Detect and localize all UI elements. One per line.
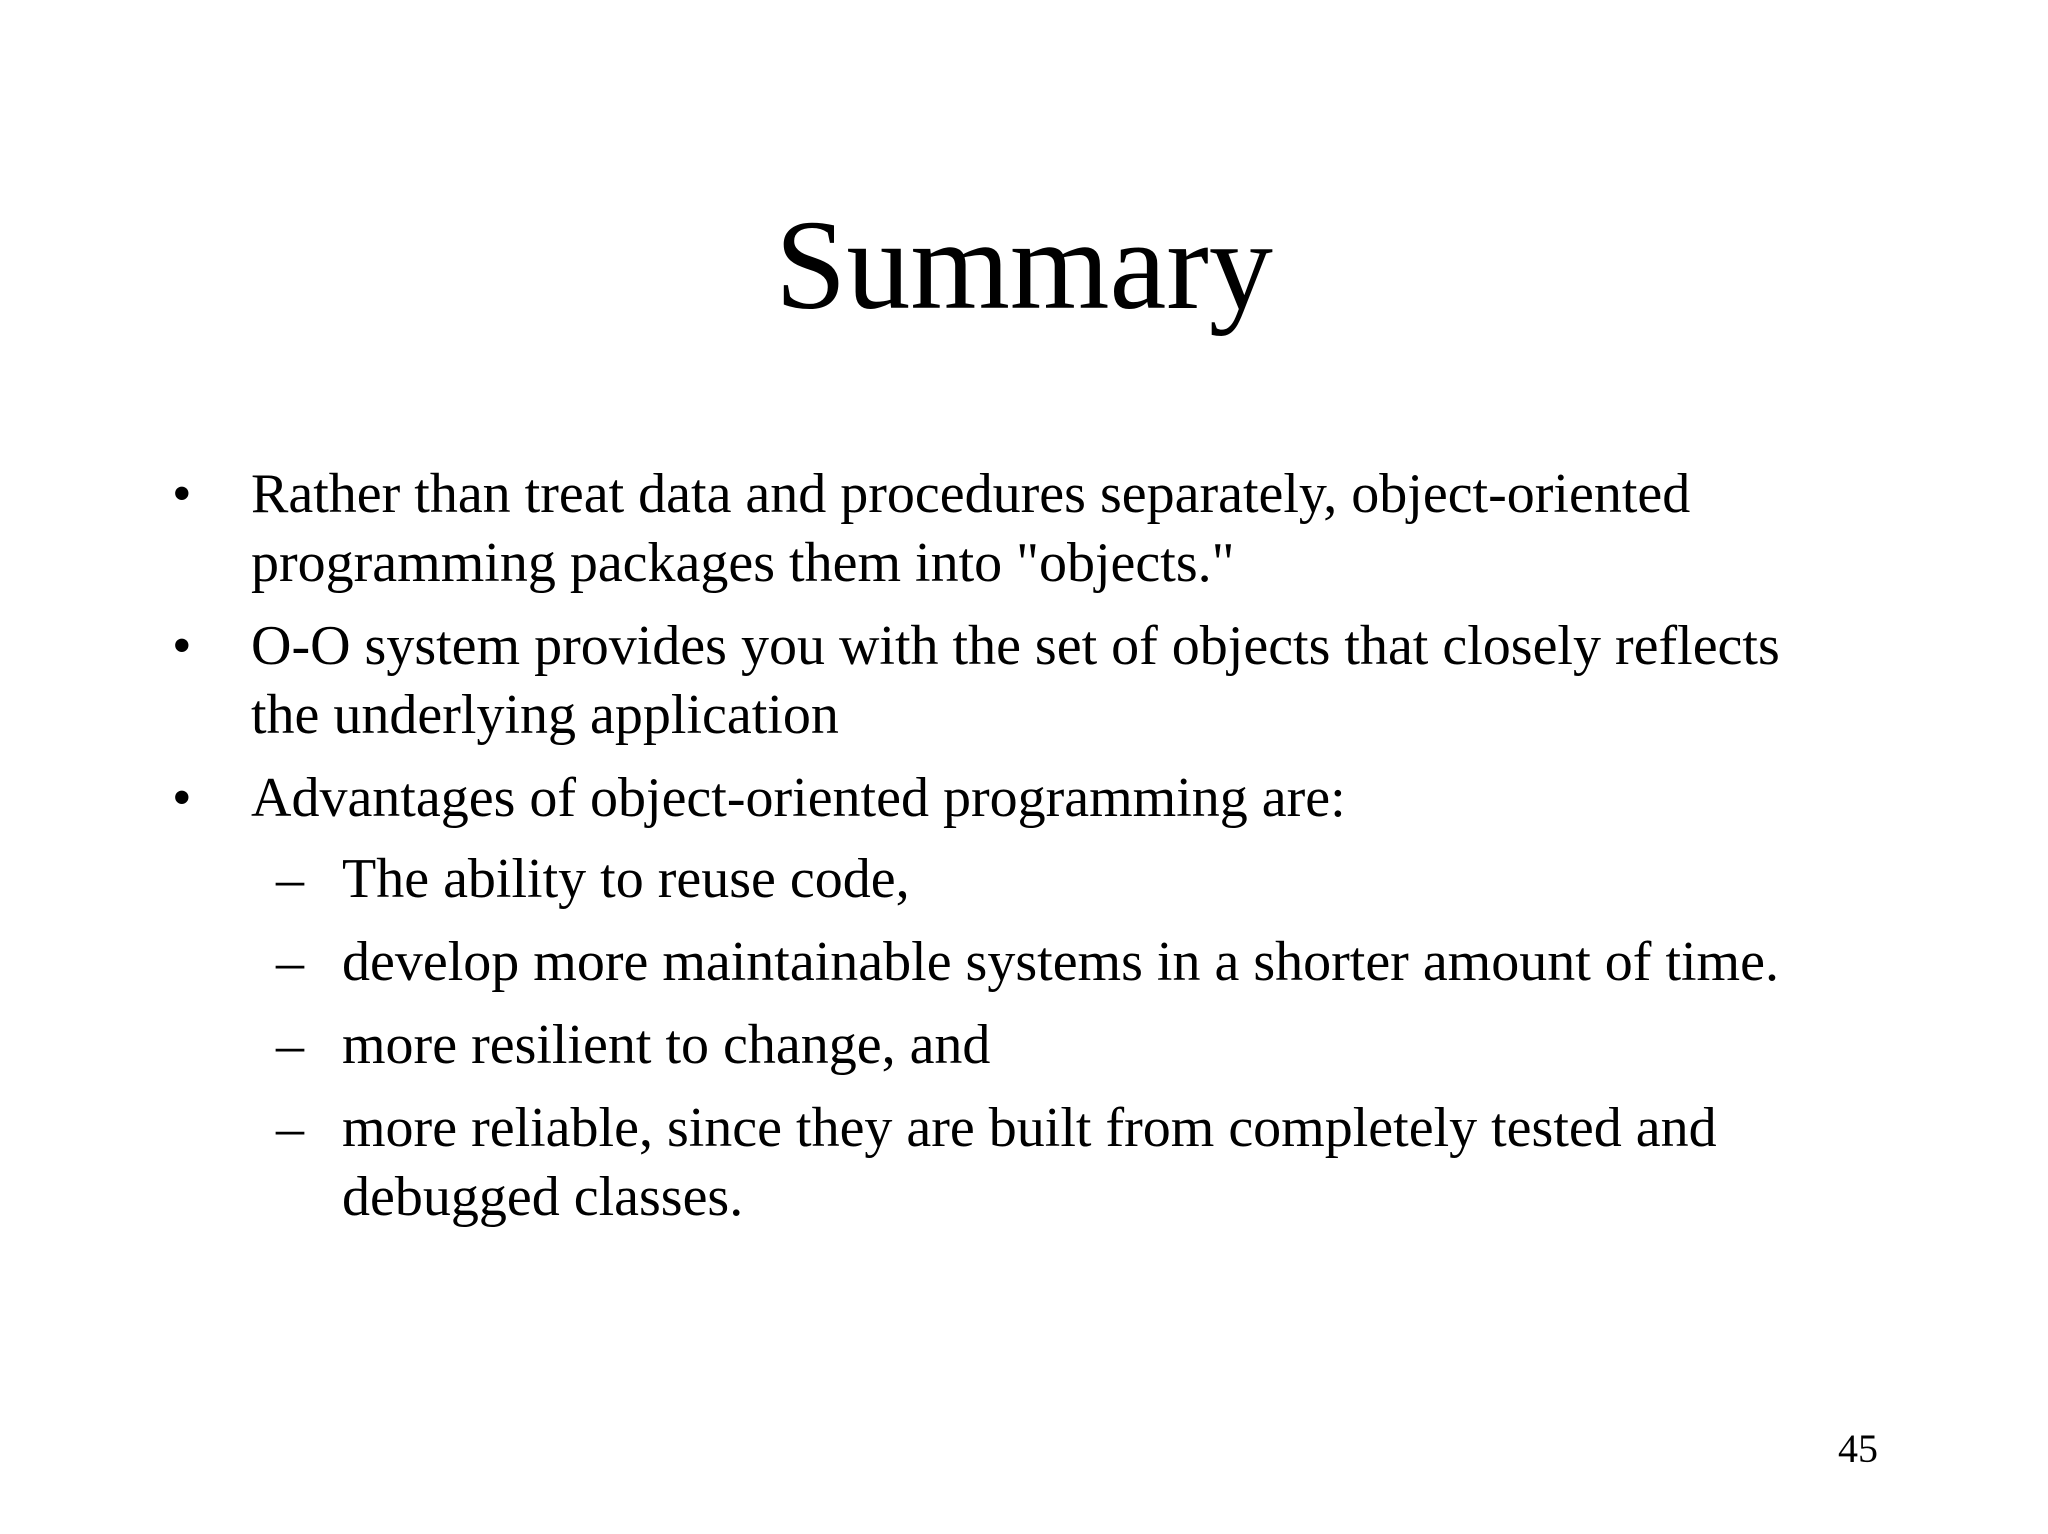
subbullet-marker: – bbox=[276, 931, 304, 993]
bullet-marker: • bbox=[172, 615, 192, 677]
page-number: 45 bbox=[1838, 1426, 1878, 1471]
bullet-marker: • bbox=[172, 767, 192, 829]
slide-title: Summary bbox=[775, 194, 1273, 336]
subbullet-3-line-1: more resilient to change, and bbox=[342, 1014, 991, 1076]
subbullet-4-line-2: debugged classes. bbox=[342, 1166, 744, 1228]
bullet-3-line-1: Advantages of object-oriented programming are: bbox=[251, 767, 1346, 829]
subbullet-1-line-1: The ability to reuse code, bbox=[342, 848, 910, 910]
bullet-1-line-1: Rather than treat data and procedures separately, object-oriented bbox=[251, 463, 1691, 525]
bullet-2-line-1: O-O system provides you with the set of objects that closely reflects bbox=[251, 615, 1780, 677]
subbullet-2-line-1: develop more maintainable systems in a shorter amount of time. bbox=[342, 931, 1779, 993]
subbullet-marker: – bbox=[276, 1097, 304, 1159]
subbullet-4-line-1: more reliable, since they are built from completely tested and bbox=[342, 1097, 1717, 1159]
bullet-1-line-2: programming packages them into "objects." bbox=[251, 532, 1235, 594]
bullet-2-line-2: the underlying application bbox=[251, 684, 839, 746]
bullet-marker: • bbox=[172, 463, 192, 525]
subbullet-marker: – bbox=[276, 1014, 304, 1076]
subbullet-marker: – bbox=[276, 848, 304, 910]
